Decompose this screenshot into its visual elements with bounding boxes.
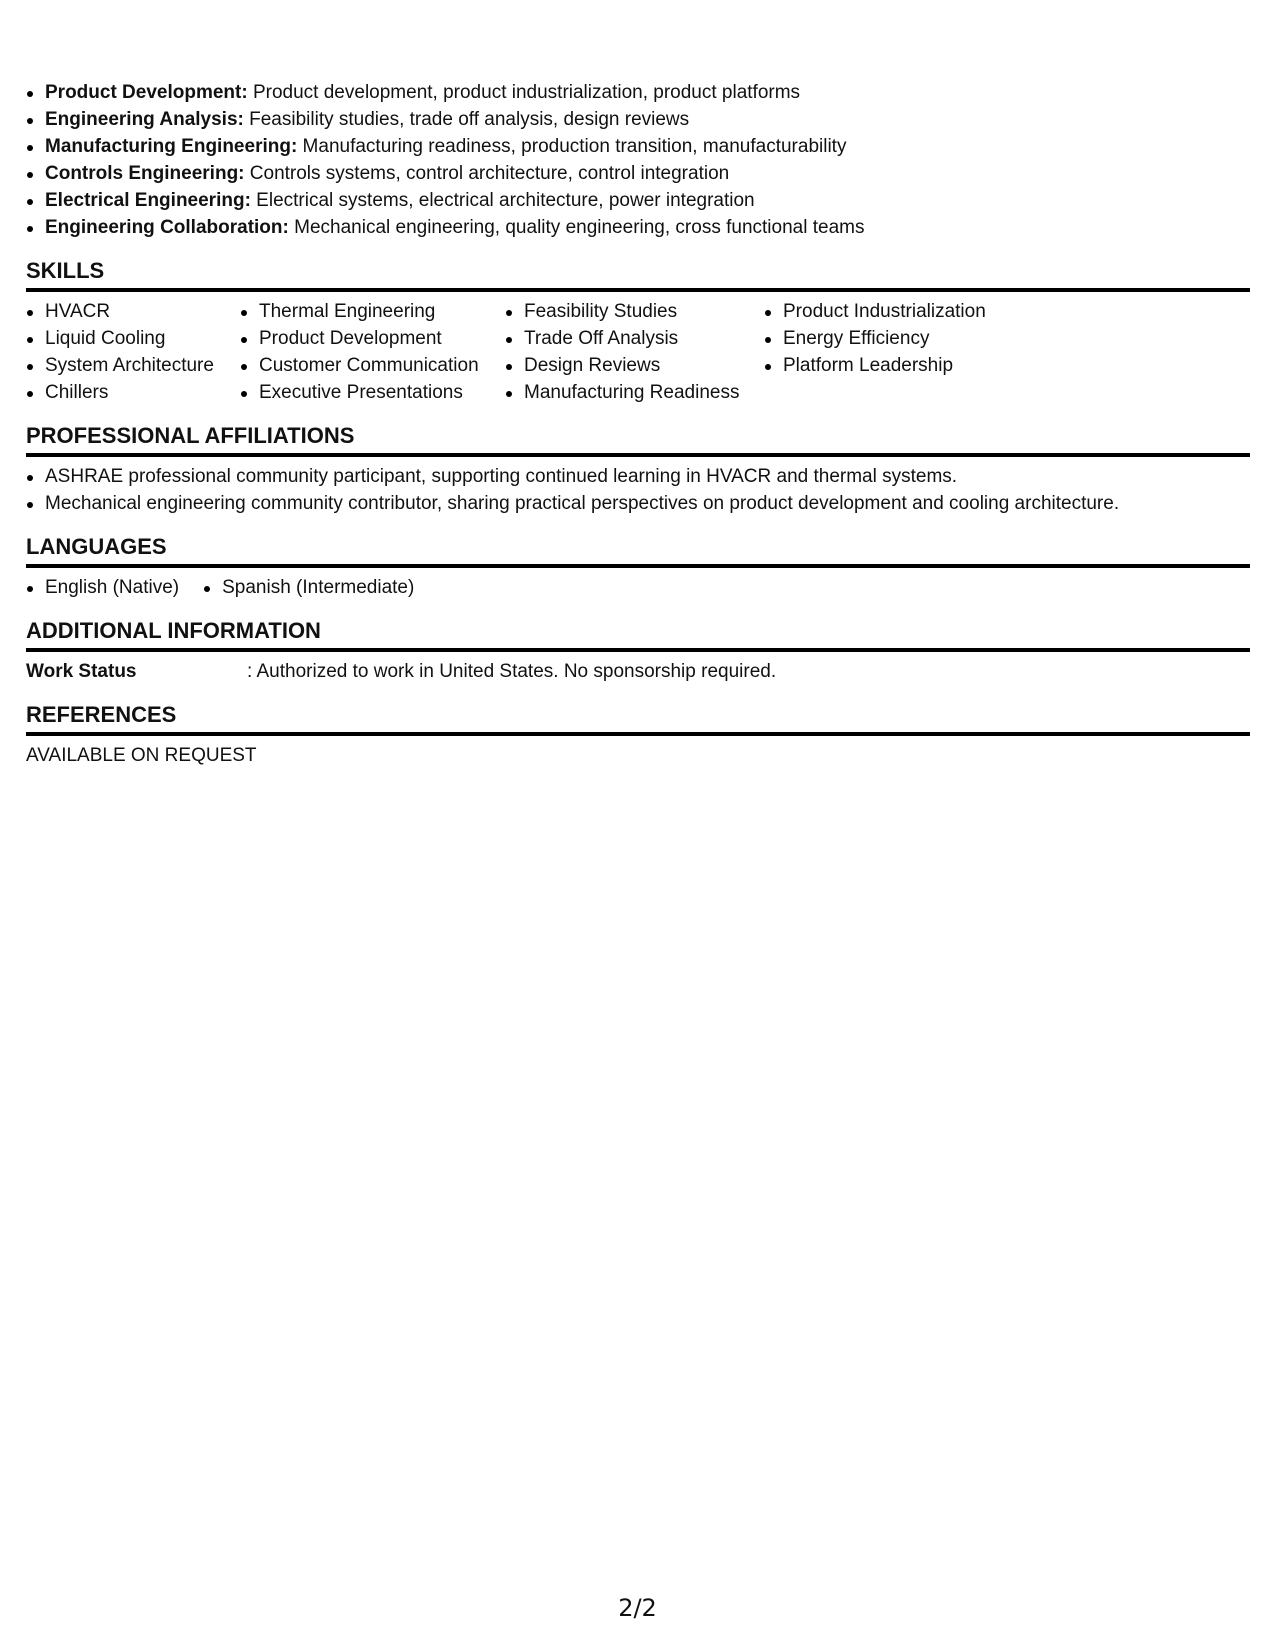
languages-section: [26, 534, 1250, 601]
list-item: [26, 79, 1250, 106]
references-text: AVAILABLE ON REQUEST: [26, 745, 257, 766]
affiliations-list: [26, 457, 1250, 517]
skills-column: [26, 298, 240, 406]
focus-detail: Controls systems, control architecture, control integration: [244, 163, 730, 184]
focus-detail: Product development, product industrialization, product platforms: [247, 82, 801, 103]
section-title-additional-info: ADDITIONAL INFORMATION: [26, 618, 1250, 652]
focus-term: Manufacturing Engineering:: [45, 136, 298, 157]
skill-item: Trade Off Analysis: [505, 325, 764, 352]
languages-list: [26, 568, 1250, 601]
skills-section: [26, 258, 1250, 406]
additional-info-section: [26, 618, 1250, 685]
section-title-languages: LANGUAGES: [26, 534, 1250, 568]
list-item: [26, 214, 1250, 241]
skill-item: Customer Communication: [240, 352, 505, 379]
focus-detail: Feasibility studies, trade off analysis, design reviews: [243, 109, 690, 130]
skill-item: Thermal Engineering: [240, 298, 505, 325]
page-number: 2/2: [618, 1594, 657, 1622]
skill-item: Energy Efficiency: [764, 325, 1044, 352]
list-item: [26, 106, 1250, 133]
skills-column: [240, 298, 505, 406]
language-item: Spanish (Intermediate): [203, 574, 414, 601]
skill-item: Manufacturing Readiness: [505, 379, 764, 406]
references-section: [26, 702, 1250, 769]
skill-item: Product Industrialization: [764, 298, 1044, 325]
focus-term: Product Development:: [45, 82, 248, 103]
work-status-label: Work Status: [26, 661, 137, 682]
focus-detail: Manufacturing readiness, production transition, manufacturability: [297, 136, 847, 157]
work-status-row: [26, 652, 1250, 685]
language-item: English (Native): [26, 574, 179, 601]
skill-item: Platform Leadership: [764, 352, 1044, 379]
skill-item: Design Reviews: [505, 352, 764, 379]
section-title-skills: SKILLS: [26, 258, 1250, 292]
skill-item: Liquid Cooling: [26, 325, 240, 352]
skills-column: [764, 298, 1044, 406]
list-item: [26, 160, 1250, 187]
focus-term: Engineering Analysis:: [45, 109, 244, 130]
focus-term: Controls Engineering:: [45, 163, 245, 184]
list-item: ASHRAE professional community participant, supporting continued learning in HVACR and thermal systems.: [26, 463, 1250, 490]
resume-page: [26, 79, 1250, 769]
skill-item: HVACR: [26, 298, 240, 325]
list-item: [26, 133, 1250, 160]
skill-item: Chillers: [26, 379, 240, 406]
section-title-affiliations: PROFESSIONAL AFFILIATIONS: [26, 423, 1250, 457]
skill-item: Product Development: [240, 325, 505, 352]
focus-areas-list: [26, 79, 1250, 241]
skill-item: System Architecture: [26, 352, 240, 379]
focus-term: Engineering Collaboration:: [45, 217, 289, 238]
affiliations-section: [26, 423, 1250, 517]
skills-column: [505, 298, 764, 406]
section-title-references: REFERENCES: [26, 702, 1250, 736]
skills-grid: [26, 292, 1250, 406]
work-status-value: : Authorized to work in United States. No sponsorship required.: [247, 661, 777, 682]
list-item: Mechanical engineering community contributor, sharing practical perspectives on product development and cooling architecture.: [26, 490, 1250, 517]
focus-term: Electrical Engineering:: [45, 190, 251, 211]
focus-detail: Electrical systems, electrical architecture, power integration: [250, 190, 755, 211]
skill-item: Feasibility Studies: [505, 298, 764, 325]
list-item: [26, 187, 1250, 214]
focus-detail: Mechanical engineering, quality engineering, cross functional teams: [288, 217, 865, 238]
skill-item: Executive Presentations: [240, 379, 505, 406]
